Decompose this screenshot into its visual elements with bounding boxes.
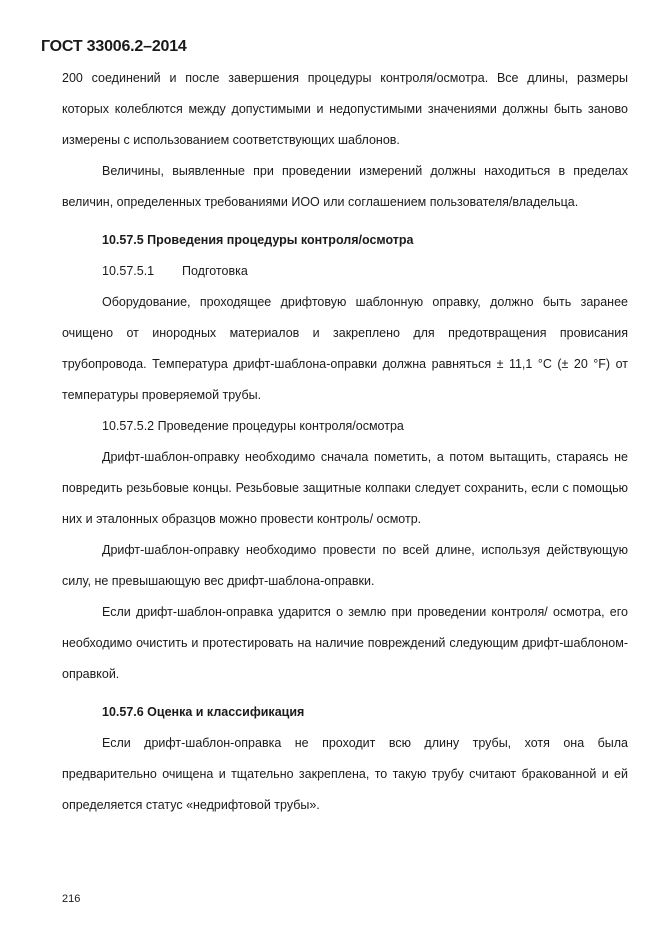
subsection-title: Подготовка [182,264,248,278]
paragraph-full-length: Дрифт-шаблон-оправку необходимо провести по всей длине, используя действующую силу, не превышающую вес дрифт-шаблона-оправки. [62,543,628,588]
section-heading-10-57-5: 10.57.5 Проведения процедуры контроля/осмотра [102,233,414,247]
page-number: 216 [62,893,81,905]
paragraph-preparation: Оборудование, проходящее дрифтовую шаблонную оправку, должно быть заранее очищено от инородных материалов и закреплено для предотвращения провисания трубопровода. Температура дрифт-шаблона-оправки должна равняться ± 11,1 °С (± 20 °F) от температуры проверяемой трубы. [62,295,628,402]
document-header-title: ГОСТ 33006.2–2014 [41,38,187,55]
paragraph-marking: Дрифт-шаблон-оправку необходимо сначала пометить, а потом вытащить, стараясь не повредить резьбовые концы. Резьбовые защитные колпаки следует сохранить, если с помощью них и эталонных образцов можно провести контроль/ осмотр. [62,450,628,526]
paragraph-ground-contact: Если дрифт-шаблон-оправка ударится о землю при проведении контроля/ осмотра, его необходимо очистить и протестировать на наличие повреждений следующим дрифт-шаблоном-оправкой. [62,605,628,681]
paragraph-continuation: 200 соединений и после завершения процедуры контроля/осмотра. Все длины, размеры которых колеблются между допустимыми и недопустимыми значениями должны быть заново измерены с использованием соответствующих шаблонов. [62,71,628,147]
section-heading-10-57-6: 10.57.6 Оценка и классификация [102,705,305,719]
paragraph-classification: Если дрифт-шаблон-оправка не проходит всю длину трубы, хотя она была предварительно очищена и тщательно закреплена, то такую трубу считают бракованной и ей определяется статус «недрифтовой трубы». [62,736,628,812]
subsection-heading-10-57-5-1 [62,256,628,287]
paragraph-measurements: Величины, выявленные при проведении измерений должны находиться в пределах величин, определенных требованиями ИОО или соглашением пользователя/владельца. [62,164,628,209]
subsection-number: 10.57.5.1 [102,264,155,278]
document-body [62,63,628,821]
subsection-heading-10-57-5-2: 10.57.5.2 Проведение процедуры контроля/осмотра [102,419,404,433]
